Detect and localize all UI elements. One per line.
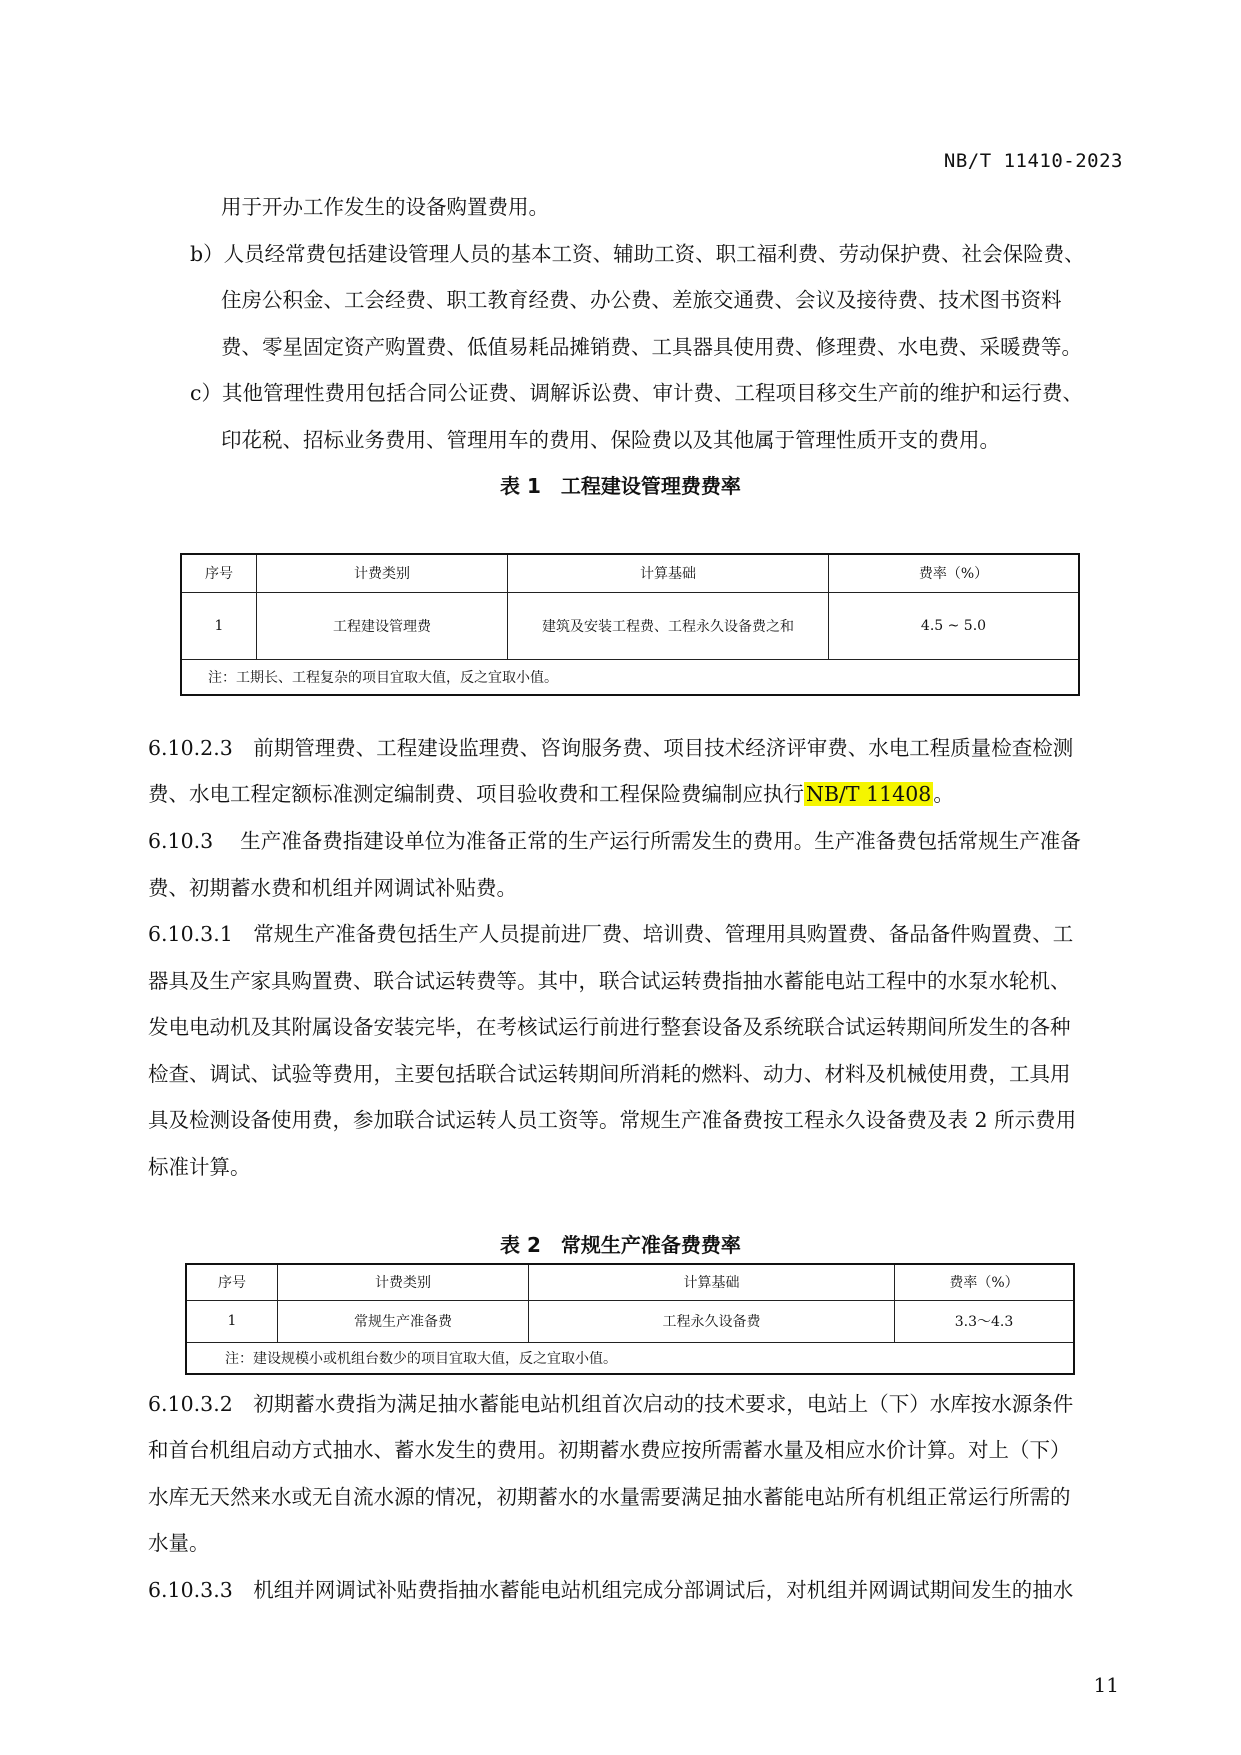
section-6-10-3-1: 6.10.3.1 常规生产准备费包括生产人员提前进厂费、培训费、管理用具购置费、备品备件购置费、工 <box>148 922 1074 946</box>
table2-cell: 1 <box>186 1300 278 1342</box>
paragraph-line: 发电电动机及其附属设备安装完毕，在考核试运行前进行整套设备及系统联合试运转期间所发生的各种 <box>148 1015 1071 1039</box>
paragraph-line: 费、零星固定资产购置费、低值易耗品摊销费、工具器具使用费、修理费、水电费、采暖费等。 <box>221 335 1082 359</box>
table1-cell: 4.5 ~ 5.0 <box>829 592 1080 659</box>
table1-header-cell: 序号 <box>181 554 257 592</box>
paragraph-line: 器具及生产家具购置费、联合试运转费等。其中，联合试运转费指抽水蓄能电站工程中的水泵水轮机、 <box>148 969 1071 993</box>
paragraph-line: 检查、调试、试验等费用，主要包括联合试运转期间所消耗的燃料、动力、材料及机械使用费，工具用 <box>148 1062 1071 1086</box>
table2 <box>185 1263 1075 1375</box>
table2-cell: 3.3～4.3 <box>895 1300 1075 1342</box>
table1-note: 注：工期长、工程复杂的项目宜取大值，反之宜取小值。 <box>181 659 1079 695</box>
table2-header-cell: 序号 <box>186 1264 278 1300</box>
section-6-10-3-2: 6.10.3.2 初期蓄水费指为满足抽水蓄能电站机组首次启动的技术要求，电站上（下）水库按水源条件 <box>148 1392 1074 1416</box>
highlighted-reference: NB/T 11408 <box>806 782 932 806</box>
section-6-10-2-3: 6.10.2.3 前期管理费、工程建设监理费、咨询服务费、项目技术经济评审费、水电工程质量检查检测 <box>148 736 1074 760</box>
table2-note: 注：建设规模小或机组台数少的项目宜取大值，反之宜取小值。 <box>186 1342 1074 1374</box>
table2-caption: 表 2 常规生产准备费费率 <box>500 1233 741 1257</box>
table1-header-cell: 计费类别 <box>257 554 508 592</box>
table2-cell: 常规生产准备费 <box>278 1300 529 1342</box>
table1-header-cell: 计算基础 <box>508 554 829 592</box>
list-item-b: b）人员经常费包括建设管理人员的基本工资、辅助工资、职工福利费、劳动保护费、社会保险费、 <box>190 242 1085 266</box>
list-item-c: c）其他管理性费用包括合同公证费、调解诉讼费、审计费、工程项目移交生产前的维护和运行费、 <box>190 381 1083 405</box>
paragraph-text: 。 <box>933 782 954 806</box>
table2-cell: 工程永久设备费 <box>529 1300 895 1342</box>
paragraph-line: 水量。 <box>148 1531 210 1555</box>
table1-caption: 表 1 工程建设管理费费率 <box>500 474 741 498</box>
paragraph-line: 标准计算。 <box>148 1155 251 1179</box>
table2-header-cell: 计费类别 <box>278 1264 529 1300</box>
paragraph-line: 用于开办工作发生的设备购置费用。 <box>221 195 549 219</box>
paragraph-line: 费、初期蓄水费和机组并网调试补贴费。 <box>148 876 517 900</box>
table1-header-cell: 费率（%） <box>829 554 1080 592</box>
table1-cell: 建筑及安装工程费、工程永久设备费之和 <box>508 592 829 659</box>
table1-cell: 1 <box>181 592 257 659</box>
section-6-10-3: 6.10.3 生产准备费指建设单位为准备正常的生产运行所需发生的费用。生产准备费包括常规生产准备 <box>148 829 1081 853</box>
section-6-10-3-3: 6.10.3.3 机组并网调试补贴费指抽水蓄能电站机组完成分部调试后，对机组并网调试期间发生的抽水 <box>148 1578 1074 1602</box>
paragraph-line <box>148 780 954 808</box>
table2-header-cell: 费率（%） <box>895 1264 1075 1300</box>
paragraph-line: 具及检测设备使用费，参加联合试运转人员工资等。常规生产准备费按工程永久设备费及表 2 所示费用 <box>148 1108 1077 1132</box>
paragraph-line: 水库无天然来水或无自流水源的情况，初期蓄水的水量需要满足抽水蓄能电站所有机组正常运行所需的 <box>148 1485 1071 1509</box>
page-number: 11 <box>1093 1673 1119 1697</box>
table2-header-cell: 计算基础 <box>529 1264 895 1300</box>
paragraph-text: 费、水电工程定额标准测定编制费、项目验收费和工程保险费编制应执行 <box>148 782 804 806</box>
standard-number: NB/T 11410-2023 <box>943 150 1123 172</box>
paragraph-line: 印花税、招标业务费用、管理用车的费用、保险费以及其他属于管理性质开支的费用。 <box>221 428 1000 452</box>
paragraph-line: 和首台机组启动方式抽水、蓄水发生的费用。初期蓄水费应按所需蓄水量及相应水价计算。对上（下） <box>148 1438 1071 1462</box>
table1-cell: 工程建设管理费 <box>257 592 508 659</box>
table1 <box>180 553 1080 696</box>
paragraph-line: 住房公积金、工会经费、职工教育经费、办公费、差旅交通费、会议及接待费、技术图书资料 <box>221 288 1062 312</box>
